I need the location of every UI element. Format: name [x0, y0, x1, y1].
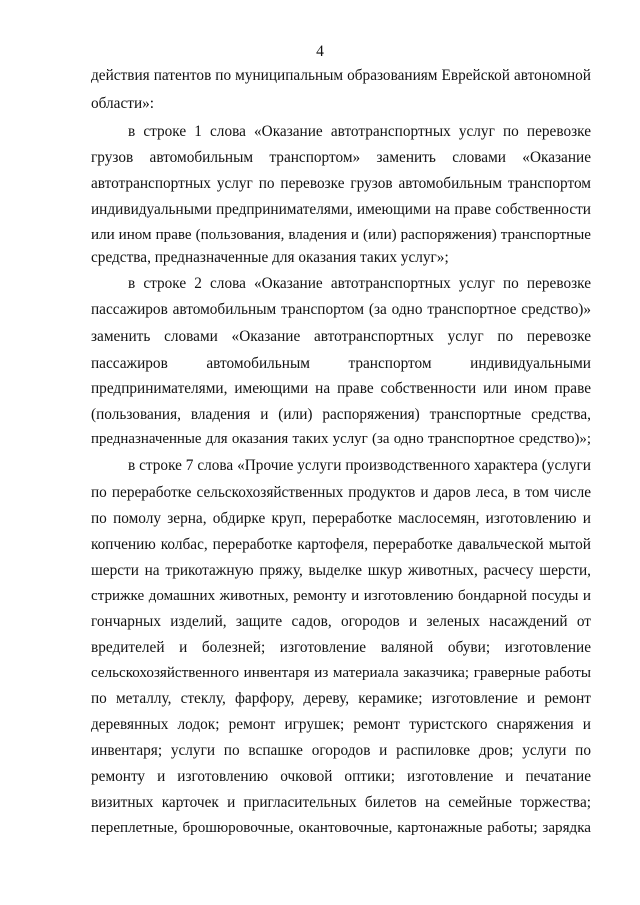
- page-number: 4: [316, 43, 324, 60]
- text-line: пассажиров автомобильным транспортом индивидуальными: [91, 355, 591, 372]
- text-line: гончарных изделий, защите садов, огородов и зеленых насаждений от: [91, 613, 591, 630]
- text-line: в строке 2 слова «Оказание автотранспортных услуг по перевозке: [128, 275, 591, 292]
- text-line: в строке 7 слова «Прочие услуги производственного характера (услуги: [128, 457, 591, 474]
- text-line: грузов автомобильным транспортом» заменить словами «Оказание: [91, 149, 591, 166]
- text-line: действия патентов по муниципальным образованиям Еврейской автономной: [91, 67, 591, 84]
- text-line: предпринимателями, имеющими на праве собственности или ином праве: [91, 380, 591, 397]
- text-line: по помолу зерна, обдирке круп, переработке маслосемян, изготовлению и: [91, 510, 591, 527]
- text-line: ремонту и изготовлению очковой оптики; изготовление и печатание: [91, 768, 591, 785]
- text-line: автотранспортных услуг по перевозке грузов автомобильным транспортом: [91, 175, 591, 192]
- text-line: инвентаря; услуги по вспашке огородов и распиловке дров; услуги по: [91, 742, 591, 759]
- text-line: переплетные, брошюровочные, окантовочные, картонажные работы; зарядка: [91, 820, 591, 836]
- text-line: средства, предназначенные для оказания таких услуг»;: [91, 249, 449, 266]
- text-line: деревянных лодок; ремонт игрушек; ремонт туристского снаряжения и: [91, 716, 591, 733]
- text-line: по переработке сельскохозяйственных продуктов и даров леса, в том числе: [91, 484, 591, 501]
- text-line: или ином праве (пользования, владения и (или) распоряжения) транспортные: [91, 227, 591, 243]
- text-line: по металлу, стеклу, фарфору, дереву, керамике; изготовление и ремонт: [91, 690, 591, 707]
- text-line: шерсти на трикотажную пряжу, выделке шкур животных, расчесу шерсти,: [91, 562, 591, 579]
- text-line: стрижке домашних животных, ремонту и изготовлению бондарной посуды и: [91, 588, 591, 604]
- text-line: визитных карточек и пригласительных билетов на семейные торжества;: [91, 794, 591, 811]
- text-line: области»:: [91, 95, 155, 112]
- text-line: индивидуальными предпринимателями, имеющими на праве собственности: [91, 201, 591, 218]
- text-line: вредителей и болезней; изготовление валяной обуви; изготовление: [91, 639, 591, 656]
- text-line: заменить словами «Оказание автотранспортных услуг по перевозке: [91, 328, 591, 345]
- text-line: предназначенные для оказания таких услуг (за одно транспортное средство)»;: [91, 431, 591, 447]
- text-line: копчению колбас, переработке картофеля, переработке давальческой мытой: [91, 536, 591, 553]
- text-line: пассажиров автомобильным транспортом (за одно транспортное средство)»: [91, 301, 591, 318]
- text-line: сельскохозяйственного инвентаря из материала заказчика; граверные работы: [91, 665, 591, 681]
- text-line: (пользования, владения и (или) распоряжения) транспортные средства,: [91, 406, 591, 423]
- text-line: в строке 1 слова «Оказание автотранспортных услуг по перевозке: [128, 123, 591, 140]
